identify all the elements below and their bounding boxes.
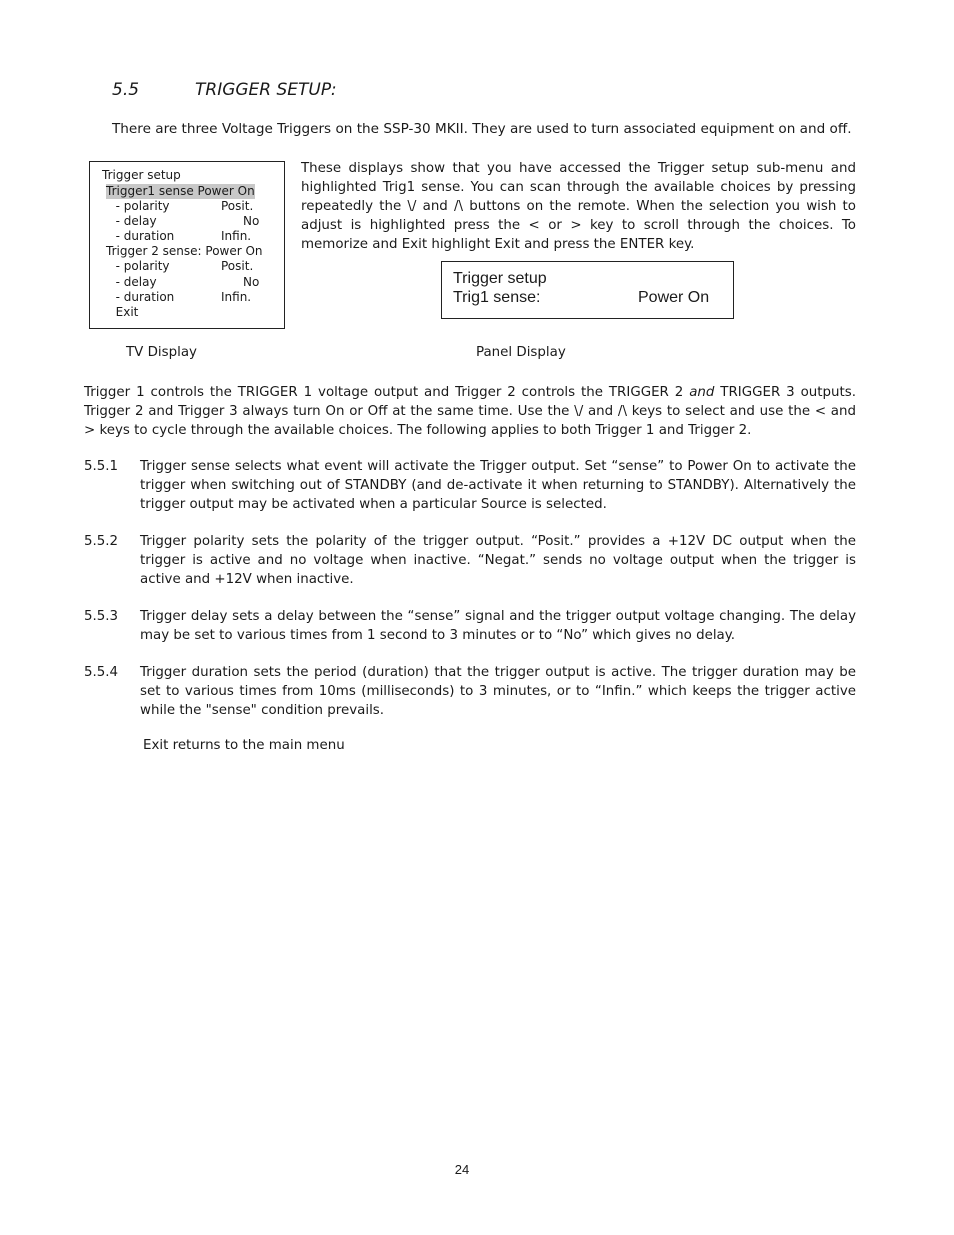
triggers-paragraph-part1: Trigger 1 controls the TRIGGER 1 voltage output and Trigger 2 controls the TRIGGER 2 [84,385,690,400]
tv-line-polarity1: - polarity [108,199,170,213]
tv-line-duration2: - duration [108,290,175,304]
item-text: Trigger delay sets a delay between the “sense” signal and the trigger output voltage changing. The delay may be set to various times from 1 second to 3 minutes or to “No” which gives no delay. [140,609,856,643]
tv-line-trigger2: Trigger 2 sense: Power On [106,244,263,258]
tv-value-polarity1: Posit. [221,199,254,213]
tv-line-duration1: - duration [108,229,175,243]
tv-value-polarity2: Posit. [221,259,254,273]
page-number: 24 [454,1162,470,1177]
panel-line-sense-value: Power On [638,289,710,306]
tv-display-box [89,161,285,329]
item-number: 5.5.3 [84,609,119,624]
triggers-paragraph-part2: TRIGGER 3 outputs. Trigger 2 and Trigger 3 always turn On or Off at the same time. Use the \/ and /\ keys to select and use the < and > keys to cycle through the available choices. The following applies to both Trigger 1 and Trigger 2. [84,385,857,438]
section-heading [112,80,337,100]
tv-line-delay1: - delay [108,214,157,228]
panel-line-title: Trigger setup [453,270,547,287]
item-text: Trigger duration sets the period (duration) that the trigger output is active. The trigger duration may be set to various times from 10ms (milliseconds) to 3 minutes, or to “Infin.” which keeps the trigger active while the "sense" condition prevails. [140,665,856,718]
tv-value-duration1: Infin. [221,229,252,243]
item-text: Trigger sense selects what event will activate the Trigger output. Set “sense” to Power On to activate the trigger when switching out of STANDBY (and de-activate it when returning to STANDBY). Alternatively the trigger output may be activated when a particular Source is selected. [140,459,856,512]
tv-value-delay2: No [243,275,260,289]
tv-line-exit: Exit [108,305,139,319]
tv-line-polarity2: - polarity [108,259,170,273]
list-item [84,457,856,514]
item-number: 5.5.4 [84,665,119,680]
tv-line-delay2: - delay [108,275,157,289]
panel-line-sense-label: Trig1 sense: [453,289,541,306]
triggers-paragraph [84,383,856,440]
item-number: 5.5.2 [84,534,119,549]
tv-value-delay1: No [243,214,260,228]
tv-line-trigger1-highlighted: Trigger1 sense Power On [106,184,255,198]
triggers-paragraph-emphasis: and [689,385,715,400]
panel-display-box [441,261,734,319]
list-item [84,532,856,589]
item-text: Trigger polarity sets the polarity of the trigger output. “Posit.” provides a +12V DC output when the trigger is active and no voltage when inactive. “Negat.” sends no voltage output when the trigger is active and +12V when inactive. [140,534,856,587]
tv-display-caption: TV Display [126,345,197,360]
section-number: 5.5 [112,80,140,100]
intro-paragraph: There are three Voltage Triggers on the SSP-30 MKII. They are used to turn associated equipment on and off. [112,121,852,137]
list-item [84,663,856,720]
panel-display-caption: Panel Display [476,345,566,360]
tv-value-duration2: Infin. [221,290,252,304]
exit-note: Exit returns to the main menu [143,738,345,753]
item-number: 5.5.1 [84,459,119,474]
section-title: TRIGGER SETUP: [195,80,337,100]
tv-line-title: Trigger setup [102,168,181,182]
side-paragraph: These displays show that you have accessed the Trigger setup sub-menu and highlighted Trig1 sense. You can scan through the available choices by pressing repeatedly the \/ and /\ buttons on the remote. When the selection you wish to adjust is highlighted press the < or > key to scroll through the choices. To memorize and Exit highlight Exit and press the ENTER key. [301,161,856,252]
list-item [84,607,856,645]
